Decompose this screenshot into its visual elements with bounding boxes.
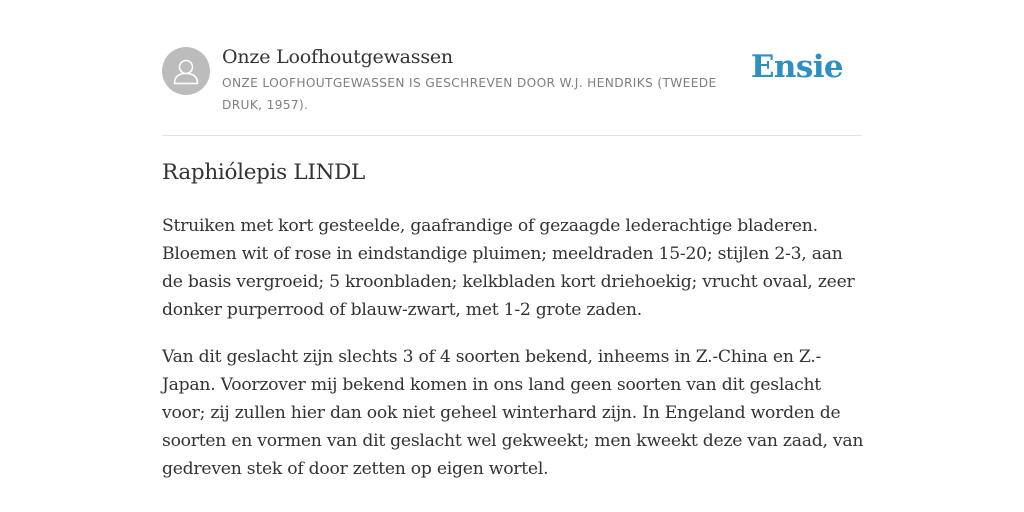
book-description: ONZE LOOFHOUTGEWASSEN IS GESCHREVEN DOOR W.J. HENDRIKS (TWEEDE DRUK, 1957). xyxy=(222,76,717,112)
entry-title: Raphiólepis LINDL xyxy=(162,160,366,185)
book-header xyxy=(162,44,862,124)
entry-body xyxy=(162,212,866,502)
avatar[interactable] xyxy=(162,47,210,95)
book-title[interactable]: Onze Loofhoutgewassen xyxy=(222,46,453,68)
ensie-logo[interactable]: Ensie xyxy=(750,49,843,85)
divider xyxy=(162,135,862,136)
entry-paragraph: Van dit geslacht zijn slechts 3 of 4 soorten bekend, inheems in Z.-China en Z.-Japan. Voorzover mij bekend komen in ons land geen soorten van dit geslacht voor; zij zullen hier dan ook niet geheel winterhard zijn. In Engeland worden de soorten en vormen van dit geslacht wel gekweekt; men kweekt deze van zaad, van gedreven stek of door zetten op eigen wortel. xyxy=(162,347,864,479)
entry-paragraph: Struiken met kort gesteelde, gaafrandige of gezaagde lederachtige bladeren. Bloemen wit of rose in eindstandige pluimen; meeldraden 15-20; stijlen 2-3, aan de basis vergroeid; 5 kroonbladen; kelkbladen kort driehoekig; vrucht ovaal, zeer donker purperrood of blauw-zwart, met 1-2 grote zaden. xyxy=(162,216,855,320)
user-icon xyxy=(162,47,210,95)
